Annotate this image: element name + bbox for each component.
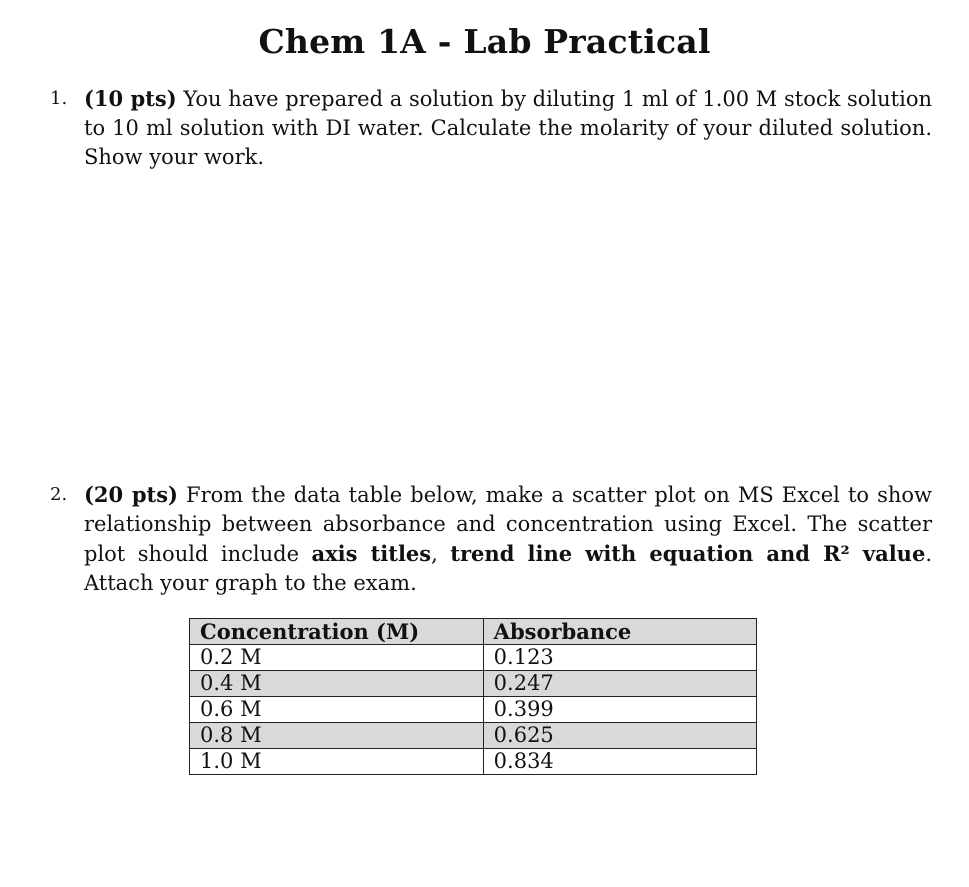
emphasis-axis-titles: axis titles	[311, 541, 432, 566]
separator: ,	[431, 542, 451, 566]
header-absorbance: Absorbance	[483, 619, 756, 645]
question-text	[84, 480, 932, 598]
question-points: (20 pts)	[84, 482, 178, 507]
cell-absorbance: 0.123	[483, 645, 756, 671]
cell-absorbance: 0.625	[483, 723, 756, 749]
header-concentration: Concentration (M)	[190, 619, 484, 645]
question-number: 1.	[50, 88, 68, 109]
question-body-part-b: . Attach your graph to the exam.	[84, 542, 932, 595]
table-row	[190, 645, 757, 671]
table-row	[190, 749, 757, 775]
page-title: Chem 1A - Lab Practical	[258, 22, 711, 61]
data-table	[189, 618, 757, 775]
question-number: 2.	[50, 484, 68, 505]
table-row	[190, 671, 757, 697]
cell-concentration: 1.0 M	[190, 749, 484, 775]
question-body: You have prepared a solution by diluting 1 ml of 1.00 M stock solution to 10 ml solution with DI water. Calculate the molarity of your diluted solution. Show your work.	[84, 87, 932, 169]
cell-absorbance: 0.247	[483, 671, 756, 697]
cell-concentration: 0.4 M	[190, 671, 484, 697]
question-body-part-a: From the data table below, make a scatter plot on MS Excel to show relationship between absorbance and concentration using Excel. The scatter plot should include	[84, 483, 932, 566]
table-header-row	[190, 619, 757, 645]
question-points: (10 pts)	[84, 86, 177, 111]
cell-absorbance: 0.834	[483, 749, 756, 775]
question-2	[50, 480, 932, 598]
cell-concentration: 0.2 M	[190, 645, 484, 671]
table-row	[190, 697, 757, 723]
cell-absorbance: 0.399	[483, 697, 756, 723]
question-text	[84, 84, 932, 172]
cell-concentration: 0.6 M	[190, 697, 484, 723]
table-row	[190, 723, 757, 749]
emphasis-trend-line: trend line with equation and R² value	[450, 541, 926, 566]
question-1	[50, 84, 932, 172]
cell-concentration: 0.8 M	[190, 723, 484, 749]
